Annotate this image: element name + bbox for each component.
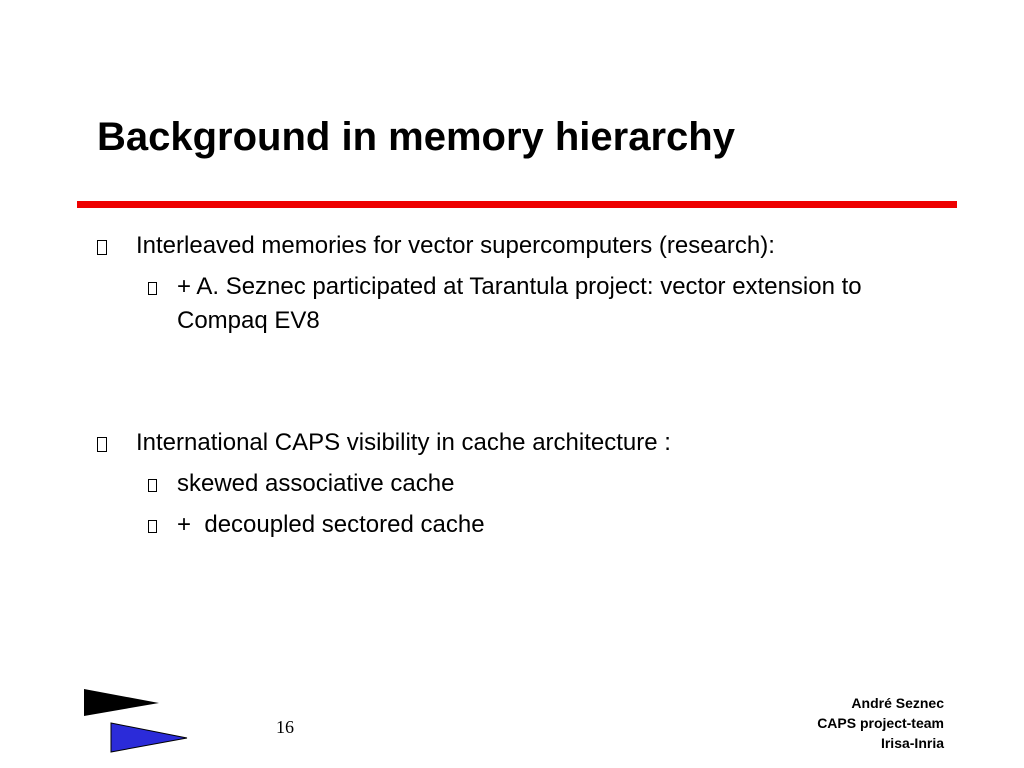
team-name: CAPS project-team [817,715,944,731]
bullet-item [97,229,957,263]
bullet-text: International CAPS visibility in cache architecture : [136,429,671,456]
slide-title: Background in memory hierarchy [97,115,735,159]
blue-arrow-shape [111,723,187,752]
bullet-square-icon [97,437,107,452]
title-divider [77,201,957,208]
institution-name: Irisa-Inria [880,735,944,751]
sub-bullet-square-icon [148,282,157,295]
sub-bullet-text: + A. Seznec participated at Tarantula project: vector extension to Compaq EV8 [177,273,869,334]
bullet-square-icon [97,240,107,255]
black-arrow-shape [84,689,159,716]
sub-bullet-square-icon [148,520,157,533]
sub-bullet-text: skewed associative cache [177,470,455,497]
sub-bullet-item [148,270,868,338]
bullet-text: Interleaved memories for vector supercomputers (research): [136,232,775,259]
bullet-item [97,426,957,460]
page-number: 16 [276,717,294,737]
sub-bullet-text: + decoupled sectored cache [177,511,485,538]
sub-bullet-square-icon [148,479,157,492]
sub-bullet-item [148,467,868,501]
sub-bullet-item [148,508,868,542]
footer-credits [817,693,944,753]
arrow-logo-icon [83,688,193,754]
author-name: André Seznec [851,695,944,711]
